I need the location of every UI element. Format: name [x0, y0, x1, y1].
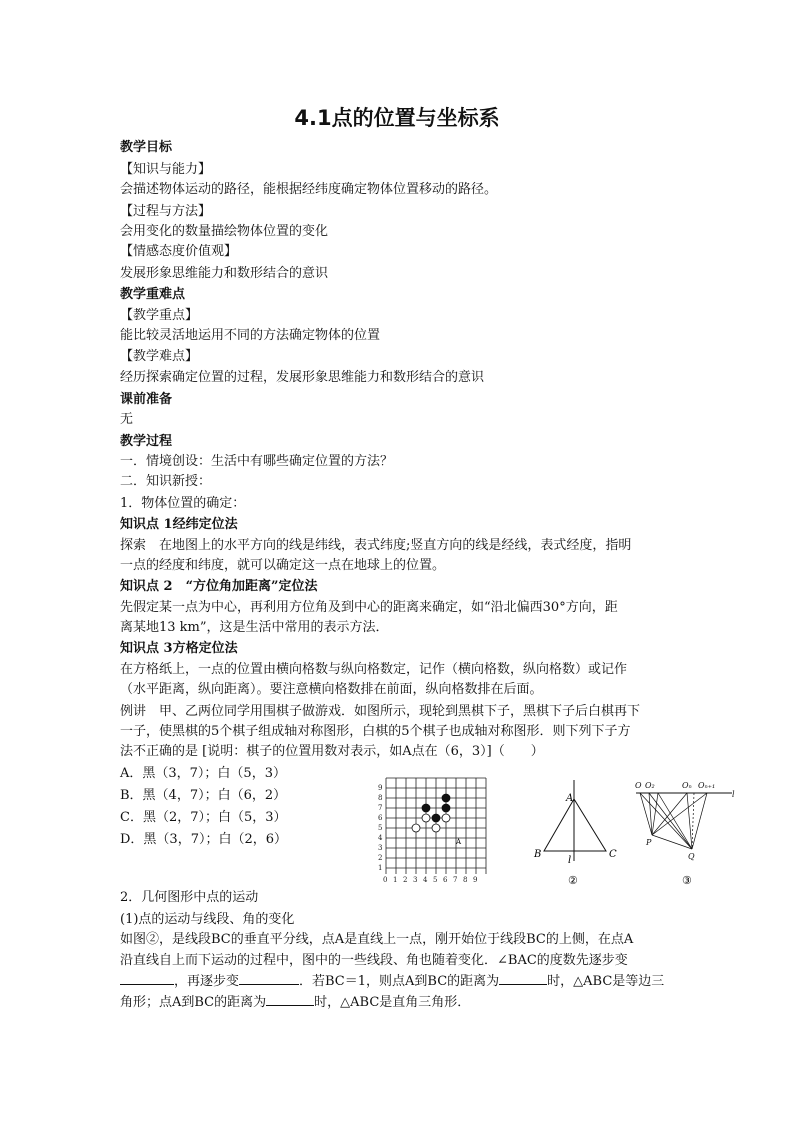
blank-2[interactable]: [239, 972, 299, 985]
y-label: 2: [378, 854, 383, 862]
x-label: 4: [423, 876, 428, 884]
y-label: 3: [378, 844, 383, 852]
label-p: P: [646, 838, 652, 847]
label-l: l: [568, 855, 572, 866]
white-stone: [412, 824, 420, 832]
text-line: 法不正确的是 [说明：棋子的位置用数对表示，如A点在（6，3）]（ ）: [120, 744, 544, 759]
y-label: 4: [378, 834, 383, 842]
subheading-knowledge: 【知识与能力】: [120, 162, 212, 177]
subheading-difficulty: 【教学难点】: [120, 349, 199, 364]
moving-point-figure: [632, 775, 742, 890]
black-stone: [442, 794, 450, 802]
option-c: C．黑（2，7）；白（5，3）: [120, 810, 287, 825]
text-line: 二．知识新授：: [120, 474, 212, 489]
x-label: 2: [403, 876, 408, 884]
label-on: Oₙ: [682, 781, 692, 790]
black-stone: [422, 804, 430, 812]
option-b: B．黑（4，7）；白（6，2）: [120, 788, 287, 803]
label-b: B: [534, 849, 542, 860]
x-label: 8: [463, 876, 468, 884]
knowledge-point-3: 知识点 3方格定位法: [120, 641, 238, 656]
option-a: A．黑（3，7）；白（5，3）: [120, 766, 286, 781]
black-stone: [432, 814, 440, 822]
heading-process: 教学过程: [120, 434, 173, 449]
section-2-heading: 2．几何图形中点的运动: [120, 890, 259, 905]
text-line: （水平距离，纵向距离）。要注意横向格数排在前面，纵向格数排在后面。: [120, 682, 543, 697]
white-stone: [432, 824, 440, 832]
page-title: 4.1点的位置与坐标系: [294, 106, 500, 130]
knowledge-point-1: 知识点 1经纬定位法: [120, 517, 238, 532]
text-line: 例讲 甲、乙两位同学用围棋子做游戏．如图所示，现轮到黑棋下子，黑棋下子后白棋再下: [120, 704, 641, 719]
text-line: 一．情境创设：生活中有哪些确定位置的方法？: [120, 454, 394, 469]
text-line: 1．物体位置的确定：: [120, 496, 246, 511]
x-label: 5: [433, 876, 438, 884]
heading-teaching-goals: 教学目标: [120, 140, 173, 155]
knowledge-point-2: 知识点 2 “方位角加距离”定位法: [120, 579, 318, 594]
text-line: 在方格纸上，一点的位置由横向格数与纵向格数定，记作（横向格数，纵向格数）或记作: [120, 662, 628, 677]
text-line: 会用变化的数量描绘物体位置的变化: [120, 224, 329, 239]
label-l: l: [732, 790, 735, 799]
triangle-figure: [530, 775, 630, 890]
subheading-attitude: 【情感态度价值观】: [120, 244, 238, 259]
blank-3[interactable]: [499, 972, 547, 985]
figure-number-3: ③: [682, 874, 692, 887]
x-label: 6: [443, 876, 448, 884]
y-label: 7: [378, 804, 383, 812]
text-line: 一点的经度和纬度，就可以确定这一点在地球上的位置。: [120, 558, 446, 573]
text-line: 会描述物体运动的路径，能根据经纬度确定物体位置移动的路径。: [120, 182, 498, 197]
black-stone: [442, 804, 450, 812]
x-label: 3: [413, 876, 418, 884]
text-line: 无: [120, 412, 134, 427]
text-line: 如图②，是线段BC的垂直平分线，点A是直线上一点，刚开始位于线段BC的上侧，在点A: [120, 932, 634, 947]
y-label: 5: [378, 824, 383, 832]
y-label: 8: [378, 794, 383, 802]
text-line: 一子，使黑棋的5个棋子组成轴对称图形，白棋的5个棋子也成轴对称图形．则下列下子方: [120, 724, 631, 739]
subheading-focus: 【教学重点】: [120, 308, 199, 323]
text-line: 先假定某一点为中心，再利用方位角及到中心的距离来确定，如“沿北偏西30°方向，距: [120, 600, 618, 615]
text-line: 探索 在地图上的水平方向的线是纬线，表式纬度;竖直方向的线是经线，表式经度，指明: [120, 538, 632, 553]
y-label: 9: [378, 784, 383, 792]
heading-key-points: 教学重难点: [120, 287, 186, 302]
white-stone: [422, 814, 430, 822]
label-q: Q: [688, 852, 695, 861]
figure-number-2: ②: [568, 874, 578, 887]
x-label: 7: [453, 876, 458, 884]
x-label: 1: [393, 876, 398, 884]
x-label: 0: [383, 876, 388, 884]
go-stones: [412, 794, 450, 832]
text-line: 发展形象思维能力和数形结合的意识: [120, 266, 329, 281]
label-c: C: [609, 849, 617, 860]
blank-4[interactable]: [266, 993, 314, 1006]
fill-line: ，再逐步变 ．若BC＝1，则点A到BC的距离为 时，△ABC是等边三: [120, 972, 664, 992]
y-label: 6: [378, 814, 383, 822]
fill-line: 角形；点A到BC的距离为 时，△ABC是直角三角形．: [120, 995, 471, 1010]
x-label: 9: [473, 876, 478, 884]
label-a: A: [566, 793, 574, 804]
y-label: 1: [378, 864, 383, 872]
heading-preparation: 课前准备: [120, 392, 173, 407]
subheading-process: 【过程与方法】: [120, 204, 212, 219]
point-a-label: A: [456, 838, 462, 846]
label-o: O: [635, 781, 642, 790]
text-line: 能比较灵活地运用不同的方法确定物体的位置: [120, 328, 381, 343]
option-d: D．黑（3，7）；白（2，6）: [120, 832, 288, 847]
blank-1[interactable]: [120, 972, 174, 985]
label-on1: Oₙ₊₁: [698, 781, 716, 790]
white-stone: [442, 814, 450, 822]
label-o2: O₂: [645, 781, 655, 790]
text-line: (1)点的运动与线段、角的变化: [120, 912, 295, 927]
text-line: 沿直线自上而下运动的过程中，图中的一些线段、角也随着变化．∠BAC的度数先逐步变: [120, 953, 628, 968]
go-board-figure: [370, 770, 506, 890]
text-line: 经历探索确定位置的过程，发展形象思维能力和数形结合的意识: [120, 370, 485, 385]
text-line: 离某地13 km”，这是生活中常用的表示方法．: [120, 620, 389, 635]
